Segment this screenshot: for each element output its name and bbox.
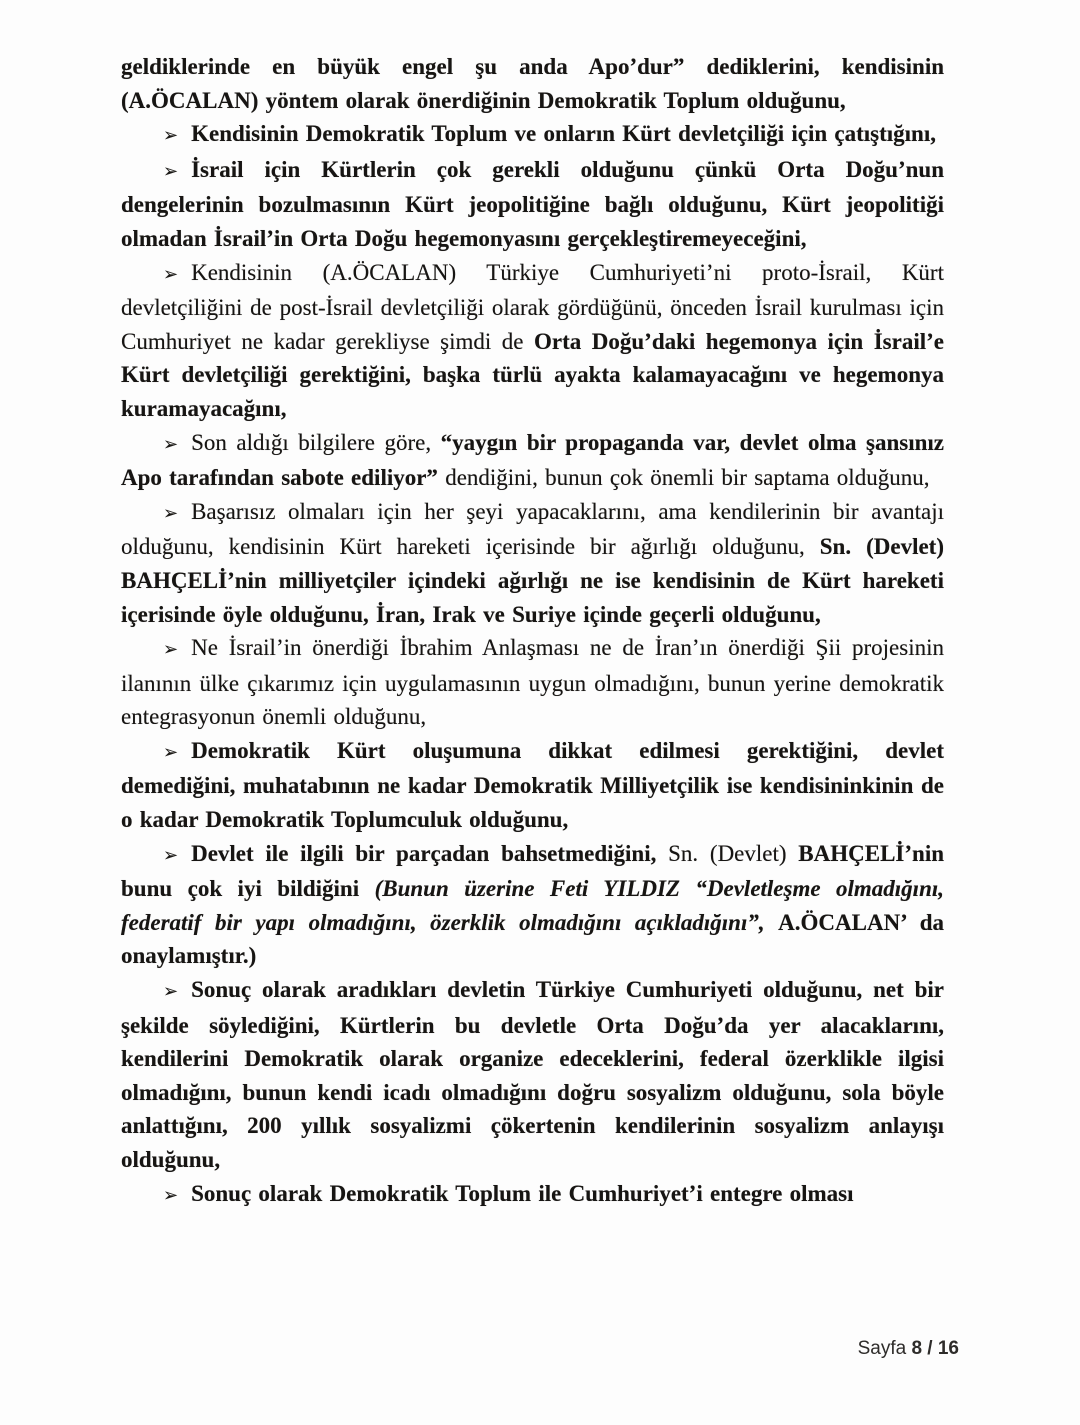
bullet-arrow-icon: ➢	[163, 639, 179, 661]
bullet-arrow-icon: ➢	[163, 844, 179, 866]
text-segment: Ne İsrail’in önerdiği İbrahim Anlaşması ne de İran’ın önerdiği Şii projesinin ilanının ülke çıkarımız için uygulamasının uygun olmadığını, bunun yerine demokratik entegrasyonun önemli olduğunu,	[121, 635, 944, 730]
paragraph	[121, 837, 944, 973]
text-block	[121, 50, 944, 1212]
paragraph	[121, 426, 944, 495]
bullet-arrow-icon: ➢	[163, 125, 179, 147]
bullet-arrow-icon: ➢	[163, 502, 179, 524]
text-segment: Sn. (Devlet)	[668, 840, 799, 866]
paragraph	[121, 631, 944, 734]
text-segment: “yaygın bir propaganda var, devlet olma şansınız Apo tarafından sabote ediliyor”	[121, 429, 944, 491]
bullet-arrow-icon: ➢	[163, 1184, 179, 1206]
text-segment: Devlet ile ilgili bir parçadan bahsetmediğini,	[191, 840, 669, 866]
text-segment: Kendisinin Demokratik Toplum ve onların Kürt devletçiliği için çatıştığını,	[191, 121, 936, 147]
footer-label: Sayfa	[857, 1338, 912, 1359]
text-segment: Sonuç olarak aradıkları devletin Türkiye Cumhuriyeti olduğunu, net bir şekilde söylediğini, Kürtlerin bu devletle Orta Doğu’da yer alacaklarını, kendilerini Demokratik olarak organize edeceklerini, federal özerklikle ilgisi olmadığını, bunun kendi icadı olmadığını doğru sosyalizm olduğunu, sola böyle anlattığını, 200 yıllık sosyalizmi çökertenin kendilerinin sosyalizm anlayışı olduğunu,	[121, 977, 944, 1172]
paragraph	[121, 153, 944, 256]
text-segment: İsrail için Kürtlerin çok gerekli olduğunu çünkü Orta Doğu’nun dengelerinin bozulmasının Kürt jeopolitiğine bağlı olduğunu, Kürt jeopolitiği olmadan İsrail’in Orta Doğu hegemonyasını gerçekleştiremeyeceğini,	[121, 156, 944, 251]
paragraph	[121, 734, 944, 837]
bullet-arrow-icon: ➢	[163, 741, 179, 763]
page-footer	[858, 1338, 959, 1360]
text-segment: BAHÇELİ’nin bunu çok iyi bildiğini	[121, 840, 944, 902]
bullet-arrow-icon: ➢	[163, 981, 179, 1003]
text-segment: dendiğini, bunun çok önemli bir saptama olduğunu,	[437, 465, 930, 491]
paragraph	[121, 117, 944, 153]
paragraph	[121, 1177, 944, 1213]
paragraph	[121, 495, 944, 631]
text-segment: A.ÖCALAN’ da onaylamıştır.)	[121, 909, 944, 969]
text-segment: Başarısız olmaları için her şeyi yapacaklarını, ama kendilerinin bir avantajı olduğunu, kendisinin Kürt hareketi içerisinde bir ağırlığı olduğunu,	[121, 498, 944, 560]
paragraph	[121, 50, 944, 117]
text-segment: Kendisinin (A.ÖCALAN) Türkiye Cumhuriyeti’ni proto-İsrail, Kürt devletçiliğini de post-İsrail devletçiliği olarak gördüğünü, önceden İsrail kurulması için Cumhuriyet ne kadar gerekliyse şimdi de	[121, 259, 944, 354]
paragraph	[121, 973, 944, 1177]
text-segment: Sonuç olarak Demokratik Toplum ile Cumhuriyet’i entegre olması	[191, 1180, 854, 1206]
text-segment: Sn. (Devlet) BAHÇELİ’nin milliyetçiler içindeki ağırlığı ne ise kendisinin de Kürt hareketi içerisinde öyle olduğunu, İran, Irak ve Suriye içinde geçerli olduğunu,	[121, 534, 944, 627]
footer-page-info: 8 / 16	[911, 1338, 959, 1359]
text-segment: geldiklerinde en büyük engel şu anda Apo’dur” dediklerini, kendisinin (A.ÖCALAN) yöntem olarak önerdiğinin Demokratik Toplum olduğunu,	[121, 54, 944, 113]
text-segment: Demokratik Kürt oluşumuna dikkat edilmesi gerektiğini, devlet demediğini, muhatabının ne kadar Demokratik Milliyetçilik ise kendisininkinin de o kadar Demokratik Toplumculuk olduğunu,	[121, 737, 944, 833]
bullet-arrow-icon: ➢	[163, 263, 179, 285]
text-segment: Orta Doğu’daki hegemonya için İsrail’e Kürt devletçiliği gerektiğini, başka türlü ayakta kalamayacağını ve hegemonya kuramayacağını,	[121, 328, 944, 421]
text-segment: Son aldığı bilgilere göre,	[191, 429, 441, 455]
text-segment: (Bunun üzerine Feti YILDIZ “Devletleşme olmadığını, federatif bir yapı olmadığını, özerklik olmadığını açıkladığını”,	[121, 876, 945, 935]
bullet-arrow-icon: ➢	[163, 433, 179, 455]
paragraph	[121, 256, 944, 426]
bullet-arrow-icon: ➢	[163, 160, 179, 182]
